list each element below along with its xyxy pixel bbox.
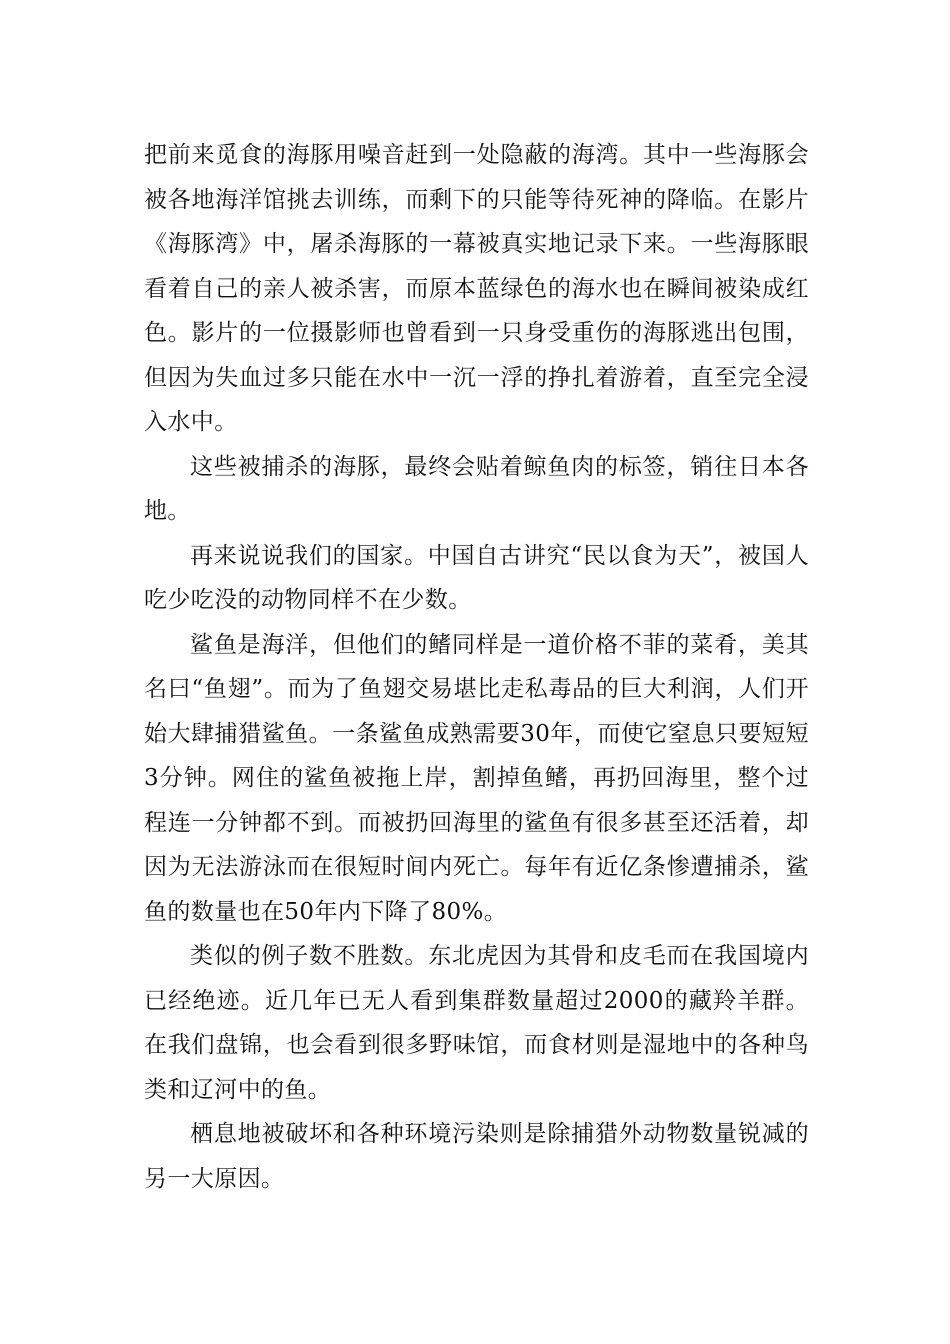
paragraph-continuation: 把前来觅食的海豚用噪音赶到一处隐蔽的海湾。其中一些海豚会被各地海洋馆挑去训练，而剩下的只能等待死神的降临。在影片《海豚湾》中，屠杀海豚的一幕被真实地记录下来。一些海豚眼看着自己的亲人被杀害，而原本蓝绿色的海水也在瞬间被染成红色。影片的一位摄影师也曾看到一只身受重伤的海豚逃出包围，但因为失血过多只能在水中一沉一浮的挣扎着游着，直至完全浸入水中。 xyxy=(144,142,809,435)
paragraph: 这些被捕杀的海豚，最终会贴着鲸鱼肉的标签，销往日本各地。 xyxy=(144,453,809,524)
paragraph: 鲨鱼是海洋，但他们的鳍同样是一道价格不菲的菜肴，美其名曰“鱼翅”。而为了鱼翅交易堪比走私毒品的巨大利润，人们开始大肆捕猎鲨鱼。一条鲨鱼成熟需要30年，而使它窒息只要短短3分钟。网住的鲨鱼被拖上岸，割掉鱼鳍，再扔回海里，整个过程连一分钟都不到。而被扔回海里的鲨鱼有很多甚至还活着，却因为无法游泳而在很短时间内死亡。每年有近亿条惨遭捕杀，鲨鱼的数量也在50年内下降了80%。 xyxy=(144,631,809,925)
paragraph: 类似的例子数不胜数。东北虎因为其骨和皮毛而在我国境内已经绝迹。近几年已无人看到集群数量超过2000的藏羚羊群。在我们盘锦，也会看到很多野味馆，而食材则是湿地中的各种鸟类和辽河中的鱼。 xyxy=(144,943,809,1103)
document-body xyxy=(144,133,809,1201)
paragraph: 栖息地被破坏和各种环境污染则是除捕猎外动物数量锐减的另一大原因。 xyxy=(144,1121,809,1192)
paragraph: 再来说说我们的国家。中国自古讲究“民以食为天”，被国人吃少吃没的动物同样不在少数。 xyxy=(144,542,809,613)
